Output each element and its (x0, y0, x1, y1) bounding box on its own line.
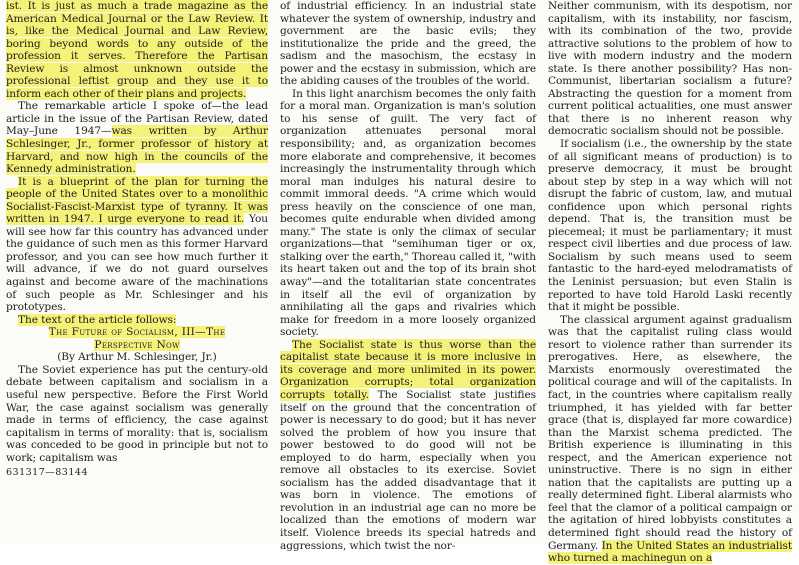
paragraph-text: In this light anarchism becomes the only faith for a moral man. Organization is man's solution to his sense of guilt. The very fact of organization attenuates personal moral responsibility; and, as organization becomes more elaborate and comprehensive, it becomes increasingly the instrumentality through which moral man indulges his natural desire to commit immoral deeds. "A crime which would press heavily on the conscience of one man, becomes quite endurable when divided among many." The state is only the climax of secular organizations—that "semihuman tiger or ox, stalking over the earth," Thoreau called it, "with its heart taken out and the top of its brain shot away"—and the totalitarian state concentrates in itself all the evil of organization by annihilating all the gaps and rivalries which make for freedom in a more loosely organized society. (280, 87, 536, 339)
article-title (6, 326, 268, 351)
footer-number: 631317—83144 (6, 467, 88, 479)
article-title-line-1: The Future of Socialism, III—The (48, 326, 226, 339)
page-footer (6, 466, 268, 480)
article-title-line-2: Perspective Now (94, 338, 180, 351)
paragraph-text-follows (6, 314, 268, 327)
highlighted-text: ist. It is just as much a trade magazine as the American Medical Journal or the Law Review. It is, like the Medical Journal and Law Review, boring beyond words to any outside of the profession it serves. Therefore the Partisan Review is almost unknown outside the professional leftist group and they use it to inform each other of their plans and projects. (6, 0, 268, 100)
highlighted-text: In the United States an industrialist who turned a machinegun on a (548, 539, 792, 565)
paragraph-text: The remarkable article I spoke of—the lead article in the issue of the Partisan Review, dated May–June 1947— (6, 100, 268, 138)
text-column-left (6, 0, 268, 480)
paragraph-text: The Soviet experience has put the century-old debate between capitalism and socialism in a useful new perspective. Before the First World War, the case against socialism was generally made in terms of efficiency, the case against capitalism in terms of morality: that is, socialism was conceded to be good in principle but not to work; capitalism was (6, 363, 268, 464)
paragraph-blueprint (6, 176, 268, 314)
paragraph-text: of industrial efficiency. In an industrial state whatever the system of ownership, industry and government are the basic evils; they institutionalize the pride and the greed, the sadism and the masochism, the ecstasy in power and the ecstasy in submission, which are the abiding causes of the troubles of the world. (280, 0, 536, 88)
text-column-middle (280, 0, 536, 552)
paragraph-gradualism (548, 314, 792, 565)
paragraph-communism (548, 0, 792, 138)
paragraph-soviet-experience (6, 364, 268, 464)
paragraph-anarchism (280, 88, 536, 339)
paragraph-text: If socialism (i.e., the ownership by the state of all significant means of production) is to preserve democracy, it must be brought about step by step in a way which will not disrupt the fabric of custom, law, and mutual confidence upon which personal rights depend. That is, the transition must be piecemeal; it must be parliamentary; it must respect civil liberties and due process of law. Socialism by such means used to seem fantastic to the hard-eyed melodramatists of the Leninist persuasion; but even Stalin is reported to have told Harold Laski recently that it might be possible. (548, 138, 792, 314)
highlighted-text: The text of the article follows: (18, 313, 177, 326)
highlighted-text: The Socialist state is thus worse than the capitalist state because it is more inclusive in its coverage and more unlimited in its power. Organization corrupts; total organization corrupts totally. (280, 338, 536, 401)
text-column-right (548, 0, 792, 565)
paragraph-text: The classical argument against gradualism was that the capitalist ruling class would resort to violence rather than surrender its prerogatives. Here, as elsewhere, the Marxists enormously overestimated the political courage and will of the capitalists. In fact, in the countries where capitalism really triumphed, it has yielded with far better grace (that is, displayed far more cowardice) than the Marxist schema predicted. The British experience is illuminating in this respect, and the American experience not uninstructive. There is no sign in either nation that the capitalists are putting up a really determined fight. Liberal alarmists who feel that the clamor of a political campaign or the agitation of hired lobbyists constitutes a determined fight should read the history of Germany. (548, 313, 792, 552)
article-byline (6, 351, 268, 364)
paragraph-text: The Socialist state justifies itself on the ground that the concentration of power is necessary to do good; but it has never solved the problem of how you insure that power bestowed to do good will not be employed to do harm, especially when you remove all obstacles to its exercise. Soviet socialism has the added disadvantage that it was born in violence. The emotions of revolution in an industrial age can no more be localized than the emotions of modern war itself. Violence breeds its special hatreds and aggressions, which twist the nor- (280, 388, 536, 552)
paragraph-lead-article (6, 100, 268, 175)
highlighted-text: was written by Arthur Schlesinger, Jr., former professor of history at Harvard, and now high in the councils of the Kennedy administration. (6, 125, 268, 176)
highlighted-text: It is a blueprint of the plan for turning the people of the United States over to a monolithic Socialist-Fascist-Marxist type of tyranny. It was written in 1947. I urge everyone to read it. (6, 175, 268, 226)
paragraph-partisan-review (6, 0, 268, 100)
paragraph-text: Neither communism, with its despotism, nor capitalism, with its instability, nor fascism, with its combination of the two, provide attractive solutions to the problem of how to live with modern industry and the modern state. Is there another possibility? Has non-Communist, libertarian socialism a future? Abstracting the question for a moment from current political actualities, one must answer that there is no inherent reason why democratic socialism should not be possible. (548, 0, 792, 138)
paragraph-socialist-state (280, 339, 536, 552)
paragraph-industrial-state (280, 0, 536, 88)
byline-text: (By Arthur M. Schlesinger, Jr.) (57, 351, 217, 364)
paragraph-democracy (548, 138, 792, 314)
paragraph-text: You will see how far this country has advanced under the guidance of such men as this former Harvard professor, and you can see how much further it will advance, if we do not guard ourselves against and become aware of the machinations of such people as Mr. Schlesinger and his prototypes. (6, 213, 268, 314)
